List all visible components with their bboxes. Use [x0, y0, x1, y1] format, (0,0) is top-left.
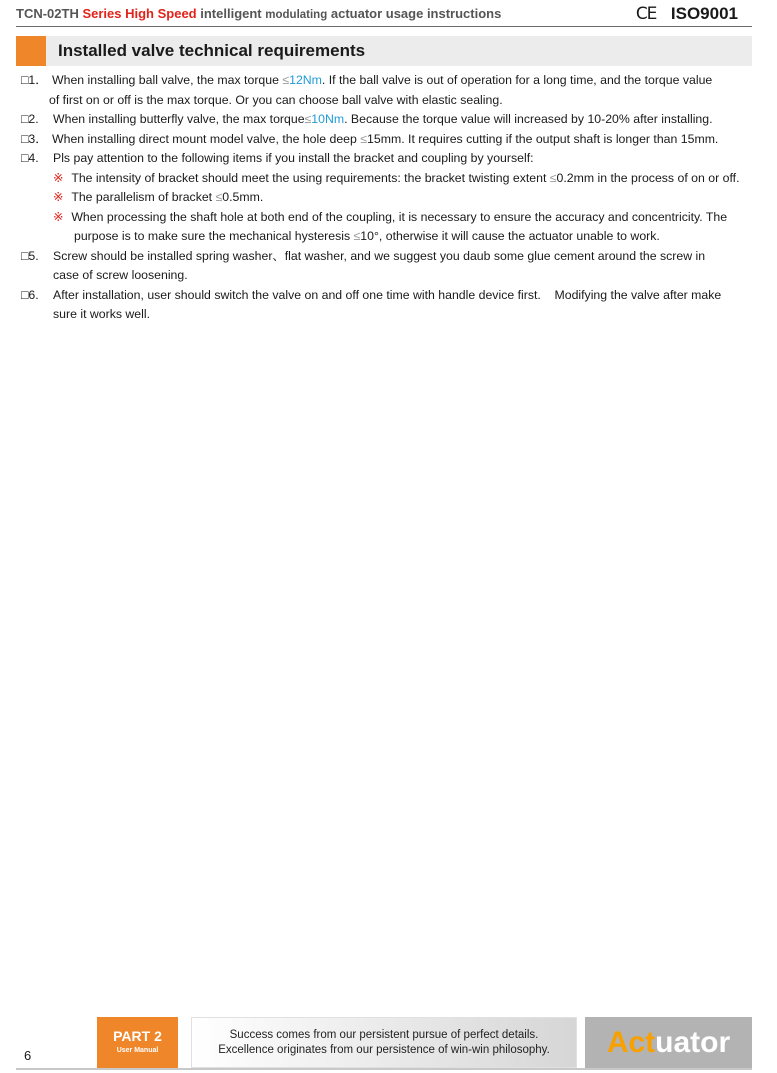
text-part: When installing direct mount model valve, the hole deep	[52, 131, 361, 146]
torque-value: 12Nm	[289, 73, 322, 87]
part-title: PART 2	[113, 1028, 162, 1044]
text-part: 0.2mm in the process of on or off.	[556, 170, 740, 185]
torque-value: 10Nm	[311, 112, 345, 126]
text-part: 0.5mm.	[222, 190, 264, 204]
text-part: 15mm. It requires cutting if the output shaft is longer than 15mm.	[367, 131, 719, 146]
le-symbol: ≤	[549, 170, 557, 185]
brand-white-part: uator	[655, 1026, 731, 1059]
item-number: □1．	[21, 73, 48, 87]
document-title	[16, 6, 501, 21]
text-part: . Because the torque value will increased by 10-20% after installing.	[344, 112, 713, 126]
item-text: After installation, user should switch the valve on and off one time with handle device first. Modifying the valve after make	[53, 287, 722, 302]
section-title: Installed valve technical requirements	[58, 41, 366, 60]
item-text	[52, 130, 718, 150]
reference-mark-icon: ※	[53, 170, 64, 185]
brand-logo	[585, 1017, 752, 1068]
item-number: □6.	[21, 287, 39, 302]
part-subtitle: User Manual	[116, 1047, 159, 1054]
sub-item-cont	[74, 227, 660, 247]
sub-item	[53, 169, 739, 189]
title-rest: actuator usage instructions	[330, 6, 502, 21]
reference-mark-icon: ※	[53, 209, 64, 224]
part-badge	[97, 1017, 178, 1068]
footer-divider	[16, 1068, 752, 1070]
page-number: 6	[24, 1048, 32, 1063]
text-part: When installing butterfly valve, the max torque	[53, 112, 305, 126]
text-part: The parallelism of bracket	[71, 190, 216, 204]
text-part: When installing ball valve, the max torque	[52, 73, 283, 87]
slogan-line: Excellence originates from our persistence of win-win philosophy.	[218, 1044, 550, 1056]
reference-mark-icon: ※	[53, 190, 64, 204]
title-modulating: modulating	[265, 9, 328, 21]
item-text	[52, 71, 712, 91]
le-symbol: ≤	[304, 112, 312, 126]
text-part: purpose is to make sure the mechanical hysteresis	[74, 229, 354, 243]
le-symbol: ≤	[360, 131, 368, 146]
item-number: □4.	[21, 151, 39, 165]
item-text-cont: sure it works well.	[53, 307, 151, 321]
page-header	[16, 4, 752, 27]
item-text-cont: case of screw loosening.	[53, 268, 188, 282]
model-name: TCN-02TH	[16, 6, 79, 21]
title-intelligent: intelligent	[200, 6, 262, 21]
iso-label: ISO9001	[670, 4, 738, 23]
text-part: 10°, otherwise it will cause the actuator unable to work.	[360, 229, 660, 243]
brand-orange-part: Act	[606, 1026, 656, 1059]
item-text	[53, 110, 713, 130]
item-text: Pls pay attention to the following items if you install the bracket and coupling by yourself:	[53, 151, 534, 165]
sub-item	[53, 188, 263, 208]
text-part: . If the ball valve is out of operation for a long time, and the torque value	[321, 73, 713, 87]
ce-mark-icon: CE	[635, 4, 657, 24]
le-symbol: ≤	[215, 190, 223, 204]
section-header	[16, 36, 752, 66]
sub-item	[53, 208, 727, 228]
section-accent-square	[16, 36, 46, 66]
item-text-cont: of first on or off is the max torque. Or you can choose ball valve with elastic sealing.	[49, 92, 503, 107]
le-symbol: ≤	[282, 73, 290, 87]
item-number: □3．	[21, 131, 48, 146]
slogan-box	[191, 1017, 577, 1068]
text-part: The intensity of bracket should meet the using requirements: the bracket twisting extent	[71, 170, 550, 185]
item-text: Screw should be installed spring washer、flat washer, and we suggest you daub some glue cement around the screw in	[53, 248, 706, 263]
le-symbol: ≤	[353, 229, 361, 243]
slogan-line: Success comes from our persistent pursue of perfect details.	[229, 1029, 539, 1041]
item-number: □5.	[21, 248, 39, 263]
certifications	[636, 4, 738, 24]
item-number: □2.	[21, 112, 39, 126]
text-part: When processing the shaft hole at both end of the coupling, it is necessary to ensure the accuracy and concentricity. The	[71, 209, 728, 224]
series-name: Series High Speed	[82, 6, 197, 21]
